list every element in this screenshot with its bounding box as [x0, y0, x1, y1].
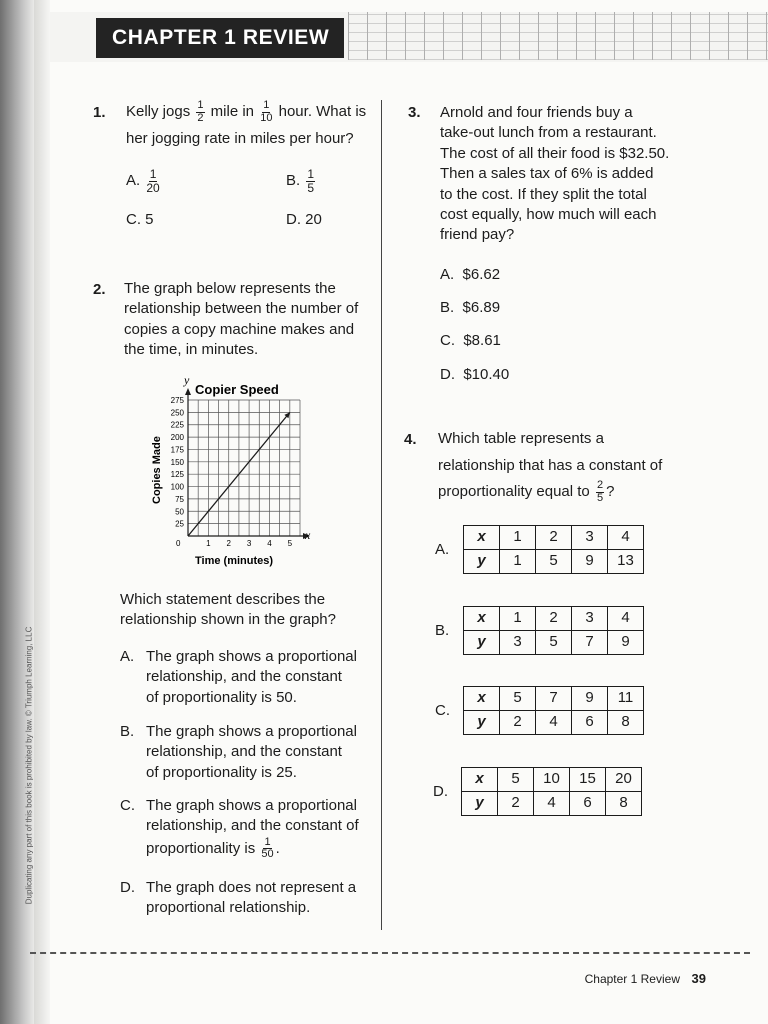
table-cell: 6	[572, 711, 608, 735]
question-text-line	[438, 480, 614, 504]
y-tick-label: 50	[175, 507, 184, 517]
text-line: Which statement describes the	[120, 591, 326, 608]
x-tick-label: 1	[206, 539, 211, 548]
fraction	[196, 100, 204, 124]
page-gutter	[34, 0, 50, 1024]
option-text: 20	[305, 211, 322, 228]
question-prompt	[120, 590, 336, 631]
table-cell: 4	[536, 711, 572, 735]
table-cell: 5	[500, 687, 536, 711]
question-text-line: Which table represents a	[438, 430, 604, 447]
numerator: 1	[307, 167, 315, 181]
text-line: of proportionality is 25.	[146, 763, 297, 781]
text-segment: ?	[606, 483, 615, 501]
denominator: 50	[261, 848, 274, 861]
answer-option-c[interactable]	[440, 331, 501, 351]
table-cell: 20	[606, 768, 642, 792]
x-tick-label: 2	[226, 539, 231, 548]
option-text: 5	[145, 211, 154, 228]
table-row	[464, 607, 644, 631]
y-tick-label: 75	[175, 494, 184, 504]
text-segment: proportionality equal to	[438, 483, 590, 501]
text-line: to the cost. If they split the total	[440, 185, 647, 203]
option-label: D.	[440, 366, 455, 383]
y-axis-label: Copies Made	[151, 436, 163, 504]
text-segment: proportionality is	[146, 839, 256, 857]
table-cell: 8	[606, 792, 642, 816]
option-text: $6.62	[462, 266, 501, 283]
answer-option-a[interactable]: A.	[435, 541, 450, 558]
copyright-notice: Duplicating any part of this book is prohibited by law. © Triumph Learning, LLC	[24, 626, 34, 905]
table-option-b	[463, 606, 644, 655]
text-line: relationship, and the constant	[146, 743, 342, 761]
text-line: The graph shows a proportional	[146, 797, 357, 814]
x-axis-label: Time (minutes)	[195, 555, 274, 567]
table-row	[462, 768, 642, 792]
option-label: D.	[120, 879, 135, 896]
denominator: 5	[596, 491, 604, 504]
option-text	[146, 796, 386, 861]
table-cell: 15	[570, 768, 606, 792]
text-line: The graph below represents the	[124, 280, 336, 297]
option-label: A.	[440, 266, 455, 283]
table-cell: y	[464, 711, 500, 735]
table-cell: 2	[536, 526, 572, 550]
x-axis-letter: x	[305, 528, 311, 542]
y-tick-label: 200	[170, 433, 184, 443]
table-cell: 5	[536, 631, 572, 655]
question-text	[440, 103, 710, 246]
question-text-line: relationship that has a constant of	[438, 457, 663, 474]
answer-option-d[interactable]: D.	[433, 783, 448, 800]
text-line: Arnold and four friends buy a	[440, 104, 633, 121]
option-text: $6.89	[462, 299, 501, 316]
option-label: A.	[120, 648, 135, 665]
text-line: of proportionality is 50.	[146, 688, 297, 706]
answer-option-a[interactable]	[126, 168, 162, 194]
question-number: 4.	[404, 431, 417, 448]
option-text	[146, 722, 386, 783]
table-cell: 11	[608, 687, 644, 711]
table-cell: 9	[572, 550, 608, 574]
answer-option-c[interactable]	[126, 210, 154, 230]
text-line: The cost of all their food is $32.50.	[440, 144, 670, 162]
option-label: B.	[120, 723, 135, 740]
question-number: 1.	[93, 104, 106, 121]
table-cell: 4	[534, 792, 570, 816]
y-tick-label: 225	[170, 420, 184, 430]
option-label: A.	[126, 172, 141, 190]
origin-label: 0	[176, 539, 181, 548]
footer-chapter-label: Chapter 1 Review	[584, 972, 680, 986]
answer-option-a[interactable]	[440, 265, 500, 285]
text-line: cost equally, how much will each	[440, 205, 657, 223]
table-row	[464, 631, 644, 655]
table-cell: 9	[572, 687, 608, 711]
y-tick-label: 250	[170, 408, 184, 418]
table-option-a	[463, 525, 644, 574]
text-line: relationship, and the constant	[146, 668, 342, 686]
text-line: the time, in minutes.	[124, 341, 259, 359]
numerator: 1	[263, 99, 270, 111]
answer-option-d[interactable]	[286, 210, 322, 230]
table-cell: 4	[608, 607, 644, 631]
text-line: proportionality is $\frac{1}{50}$ .	[146, 835, 280, 861]
x-tick-label: 5	[287, 539, 293, 548]
text-segment: hour. What is	[278, 103, 367, 121]
y-tick-label: 100	[170, 482, 184, 492]
page-number: 39	[691, 971, 706, 986]
y-tick-label: 25	[175, 519, 184, 529]
fraction	[596, 480, 604, 504]
question-text	[126, 100, 366, 124]
text-line: The graph shows a proportional	[146, 648, 357, 665]
table-option-d	[461, 767, 642, 816]
table-cell: 2	[500, 711, 536, 735]
table-cell: y	[464, 631, 500, 655]
table-row	[464, 711, 644, 735]
y-tick-label: 150	[170, 457, 184, 467]
chapter-title: CHAPTER 1 REVIEW	[96, 18, 344, 58]
copier-speed-chart	[140, 372, 330, 572]
table-cell: x	[464, 687, 500, 711]
y-axis-arrow	[185, 388, 191, 395]
table-cell: y	[462, 792, 498, 816]
question-text	[124, 279, 374, 361]
numerator: 1	[149, 167, 157, 181]
x-tick-label: 4	[267, 539, 272, 548]
fraction	[306, 168, 315, 194]
denominator: 2	[197, 111, 204, 124]
text-segment: mile in	[210, 103, 255, 121]
table-cell: 3	[572, 526, 608, 550]
table-cell: 5	[498, 768, 534, 792]
y-axis-letter: y	[184, 373, 190, 387]
option-text	[146, 647, 386, 708]
question-number: 3.	[408, 104, 421, 121]
table-cell: 2	[498, 792, 534, 816]
text-line: The graph shows a proportional	[146, 723, 357, 740]
option-text: $10.40	[463, 366, 510, 383]
table-cell: x	[464, 607, 500, 631]
denominator: 5	[307, 180, 315, 195]
table-cell: y	[464, 550, 500, 574]
chart-ticks	[171, 396, 293, 548]
text-line: copies a copy machine makes and	[124, 320, 355, 338]
y-tick-label: 275	[170, 396, 184, 405]
option-label: C.	[120, 797, 135, 814]
answer-option-b[interactable]: B.	[435, 622, 450, 639]
answer-option-d[interactable]	[440, 365, 509, 385]
table-cell: 8	[608, 711, 644, 735]
text-line: proportional relationship.	[146, 899, 311, 917]
table-cell: 6	[570, 792, 606, 816]
text-line: Then a sales tax of 6% is added	[440, 165, 654, 183]
option-label: C.	[440, 332, 455, 349]
numerator: 1	[197, 99, 204, 111]
fraction	[260, 100, 272, 124]
answer-option-c[interactable]: C.	[435, 702, 450, 719]
option-label: B.	[286, 172, 301, 190]
text-segment: Kelly jogs	[126, 103, 191, 121]
table-cell: x	[462, 768, 498, 792]
table-cell: 1	[500, 550, 536, 574]
answer-option-b[interactable]	[286, 168, 317, 194]
option-label: B.	[440, 299, 455, 316]
table-row	[464, 550, 644, 574]
text-line: relationship between the number of	[124, 300, 359, 318]
chart-title: Copier Speed	[195, 382, 279, 397]
table-cell: 3	[500, 631, 536, 655]
numerator: 2	[596, 479, 604, 491]
y-tick-label: 125	[170, 470, 184, 480]
table-cell: 10	[534, 768, 570, 792]
option-label: D.	[286, 211, 301, 228]
text-line: relationship, and the constant of	[146, 817, 359, 835]
footer-divider	[30, 952, 750, 954]
table-cell: 4	[608, 526, 644, 550]
table-row	[464, 687, 644, 711]
answer-option-b[interactable]	[440, 298, 500, 318]
table-option-c	[463, 686, 644, 735]
table-cell: 9	[608, 631, 644, 655]
table-cell: x	[464, 526, 500, 550]
table-row	[462, 792, 642, 816]
table-cell: 3	[572, 607, 608, 631]
option-text	[146, 878, 386, 919]
text-line: take-out lunch from a restaurant.	[440, 124, 657, 142]
table-cell: 7	[536, 687, 572, 711]
y-tick-label: 175	[170, 445, 184, 455]
table-cell: 5	[536, 550, 572, 574]
x-tick-label: 3	[246, 539, 252, 548]
table-cell: 2	[536, 607, 572, 631]
table-cell: 1	[500, 526, 536, 550]
fraction	[146, 168, 159, 194]
text-line: friend pay?	[440, 226, 515, 244]
question-text-line: her jogging rate in miles per hour?	[126, 130, 354, 147]
table-cell: 13	[608, 550, 644, 574]
option-text: $8.61	[463, 332, 501, 349]
header-pattern	[348, 12, 768, 60]
table-cell: 1	[500, 607, 536, 631]
numerator: 1	[264, 835, 271, 848]
text-line: relationship shown in the graph?	[120, 611, 336, 629]
question-number: 2.	[93, 281, 106, 298]
denominator: 10	[260, 111, 273, 124]
table-row	[464, 526, 644, 550]
option-label: C.	[126, 211, 141, 228]
text-line: The graph does not represent a	[146, 879, 357, 896]
table-cell: 7	[572, 631, 608, 655]
denominator: 20	[146, 180, 160, 195]
fraction	[261, 837, 273, 861]
